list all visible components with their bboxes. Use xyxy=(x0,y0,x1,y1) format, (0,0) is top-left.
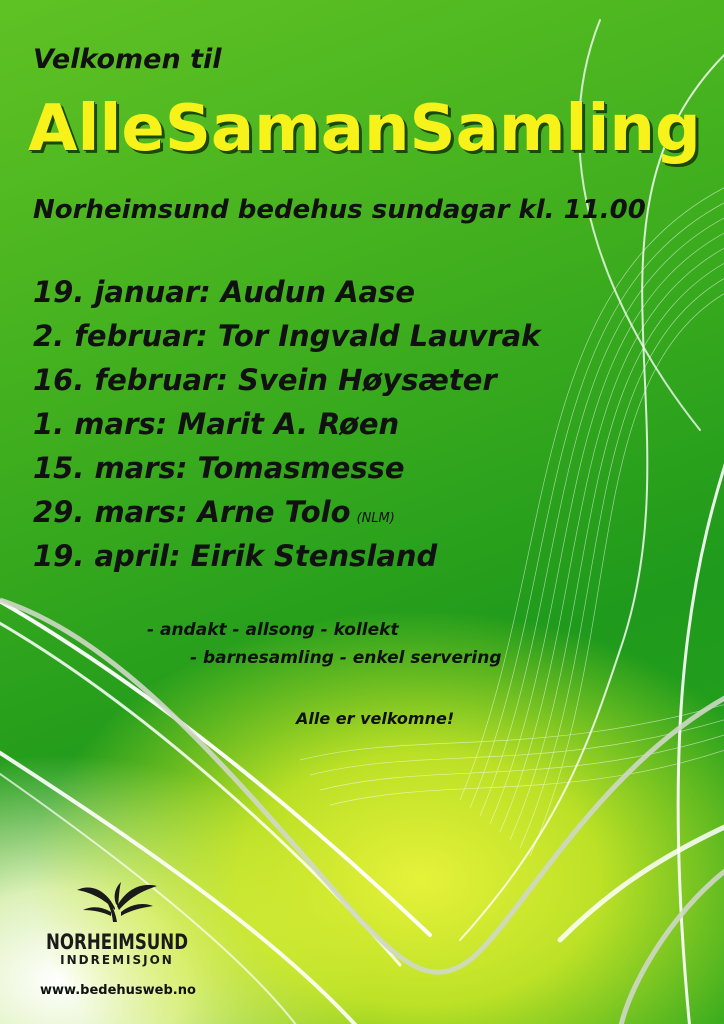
schedule-item-text: 1. mars: Marit A. Røen xyxy=(33,407,400,441)
schedule-item-note: (NLM) xyxy=(356,511,395,526)
welcome-text: Alle er velkomne! xyxy=(296,709,455,728)
logo-org-name: NORHEIMSUND xyxy=(45,930,189,954)
schedule-item xyxy=(33,404,540,448)
schedule-item xyxy=(33,536,540,580)
activities-line-1: - andakt - allsong - kollekt xyxy=(147,620,399,640)
activities-line-2: - barnesamling - enkel servering xyxy=(190,648,502,668)
organization-logo xyxy=(33,880,201,967)
schedule-item xyxy=(33,448,540,492)
leaf-sprout-icon xyxy=(75,880,159,924)
website-url: www.bedehusweb.no xyxy=(40,983,196,998)
schedule-item-text: 19. januar: Audun Aase xyxy=(33,275,416,309)
logo-subtitle: INDREMISJON xyxy=(60,953,174,967)
schedule-item-text: 29. mars: Arne Tolo xyxy=(33,495,351,529)
schedule-item xyxy=(33,316,540,360)
schedule-item-text: 19. april: Eirik Stensland xyxy=(33,539,438,573)
schedule-list xyxy=(33,272,540,580)
schedule-item xyxy=(33,360,540,404)
schedule-item xyxy=(33,272,540,316)
venue-line: Norheimsund bedehus sundagar kl. 11.00 xyxy=(33,195,646,225)
schedule-item-text: 2. februar: Tor Ingvald Lauvrak xyxy=(33,319,541,353)
schedule-item-text: 16. februar: Svein Høysæter xyxy=(33,363,497,397)
intro-text: Velkomen til xyxy=(33,44,222,75)
schedule-item-text: 15. mars: Tomasmesse xyxy=(33,451,405,485)
poster-title: AlleSamanSamling xyxy=(28,92,701,166)
schedule-item xyxy=(33,492,540,536)
